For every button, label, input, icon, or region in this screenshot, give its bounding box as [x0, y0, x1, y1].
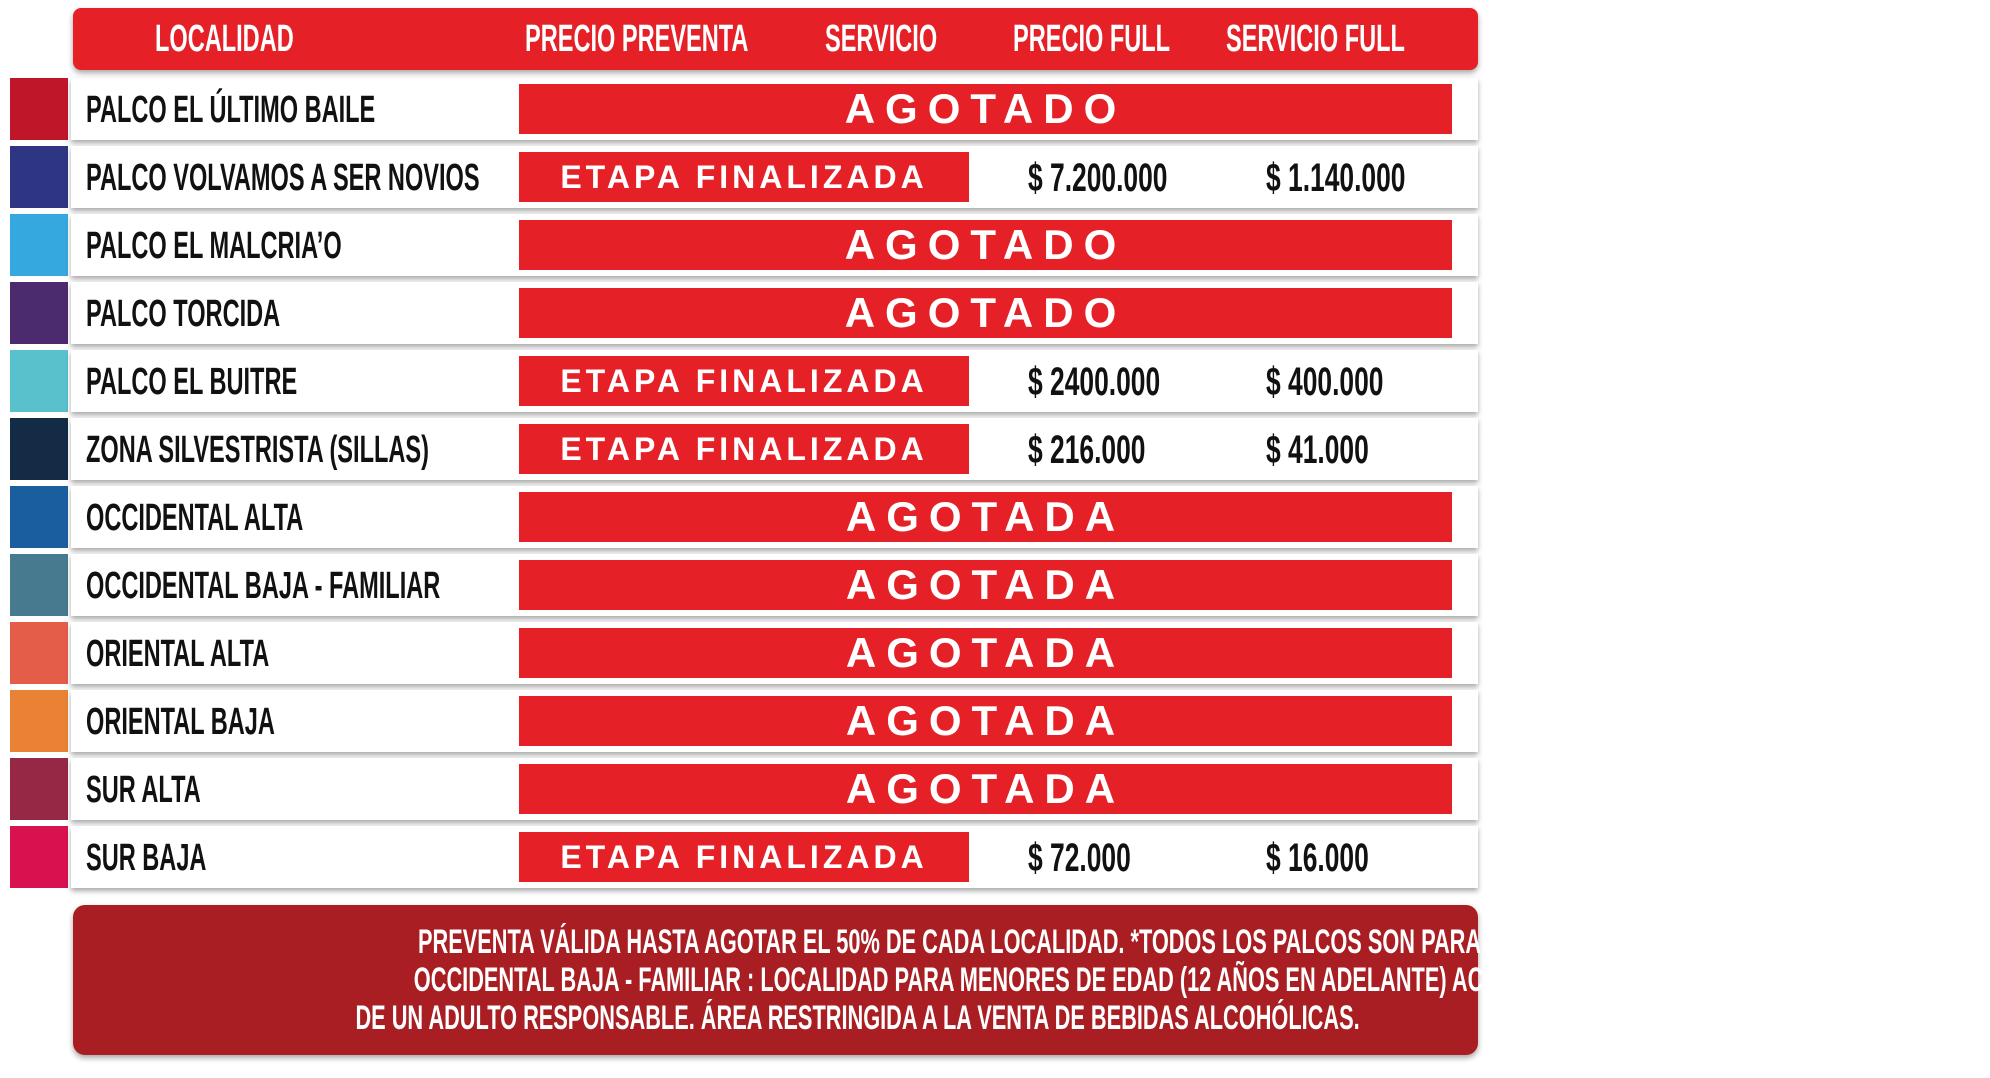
servicio-full-value: $ 41.000 [1266, 428, 1369, 472]
row-color-swatch [10, 350, 68, 412]
note-line-2: OCCIDENTAL BAJA - FAMILIAR : LOCALIDAD PARA MENORES DE EDAD (12 AÑOS EN ADELANTE) ACOMPAÑADOS [413, 961, 1626, 999]
note-line-3: DE UN ADULTO RESPONSABLE. ÁREA RESTRINGIDA A LA VENTA DE BEBIDAS ALCOHÓLICAS. [355, 999, 1360, 1037]
header-servicio: SERVICIO [825, 18, 938, 60]
table-header [73, 8, 1478, 70]
agotado-badge: AGOTADA [519, 492, 1452, 542]
row-localidad-name: OCCIDENTAL BAJA - FAMILIAR [86, 565, 441, 607]
table-row [0, 78, 1501, 140]
row-localidad-name: OCCIDENTAL ALTA [86, 497, 304, 539]
row-localidad-name: PALCO VOLVAMOS A SER NOVIOS [86, 157, 480, 199]
table-row [0, 418, 1501, 480]
table-row [0, 690, 1501, 752]
row-localidad-name: SUR BAJA [86, 837, 207, 879]
agotado-badge: AGOTADA [519, 628, 1452, 678]
row-localidad-name: PALCO EL ÚLTIMO BAILE [86, 89, 376, 131]
row-localidad-name: ORIENTAL BAJA [86, 701, 275, 743]
footer-note [73, 905, 1645, 1055]
precio-full-value: $ 216.000 [1028, 428, 1146, 472]
row-color-swatch [10, 690, 68, 752]
etapa-finalizada-badge: ETAPA FINALIZADA [519, 152, 969, 202]
agotado-badge: AGOTADO [519, 84, 1452, 134]
row-color-swatch [10, 486, 68, 548]
precio-full-value: $ 7.200.000 [1028, 156, 1168, 200]
row-color-swatch [10, 418, 68, 480]
table-row [0, 554, 1501, 616]
row-localidad-name: PALCO TORCIDA [86, 293, 281, 335]
table-row [0, 622, 1501, 684]
header-precio-full: PRECIO FULL [1013, 18, 1171, 60]
row-color-swatch [10, 146, 68, 208]
etapa-finalizada-badge: ETAPA FINALIZADA [519, 832, 969, 882]
table-row [0, 826, 1501, 888]
row-color-swatch [10, 214, 68, 276]
agotado-badge: AGOTADA [519, 560, 1452, 610]
row-localidad-name: ZONA SILVESTRISTA (SILLAS) [86, 429, 429, 471]
row-localidad-name: ORIENTAL ALTA [86, 633, 270, 675]
table-row [0, 350, 1501, 412]
row-localidad-name: PALCO EL MALCRIA’O [86, 225, 342, 267]
precio-full-value: $ 2400.000 [1028, 360, 1161, 404]
row-color-swatch [10, 622, 68, 684]
servicio-full-value: $ 16.000 [1266, 836, 1369, 880]
servicio-full-value: $ 400.000 [1266, 360, 1384, 404]
table-row [0, 486, 1501, 548]
table-row [0, 146, 1501, 208]
etapa-finalizada-badge: ETAPA FINALIZADA [519, 356, 969, 406]
table-row [0, 282, 1501, 344]
servicio-full-value: $ 1.140.000 [1266, 156, 1406, 200]
agotado-badge: AGOTADO [519, 220, 1452, 270]
etapa-finalizada-badge: ETAPA FINALIZADA [519, 424, 969, 474]
row-color-swatch [10, 554, 68, 616]
precio-full-value: $ 72.000 [1028, 836, 1131, 880]
table-row [0, 214, 1501, 276]
table-row [0, 758, 1501, 820]
agotado-badge: AGOTADA [519, 764, 1452, 814]
agotado-badge: AGOTADO [519, 288, 1452, 338]
row-color-swatch [10, 826, 68, 888]
header-servicio-full: SERVICIO FULL [1226, 18, 1405, 60]
row-color-swatch [10, 282, 68, 344]
row-localidad-name: PALCO EL BUITRE [86, 361, 298, 403]
note-line-1: PREVENTA VÁLIDA HASTA AGOTAR EL 50% DE CADA LOCALIDAD. *TODOS LOS PALCOS SON PARA 10 PERSONAS. [418, 923, 1645, 961]
row-color-swatch [10, 758, 68, 820]
agotado-badge: AGOTADA [519, 696, 1452, 746]
row-localidad-name: SUR ALTA [86, 769, 201, 811]
header-localidad: LOCALIDAD [155, 18, 294, 60]
header-precio-preventa: PRECIO PREVENTA [525, 18, 749, 60]
row-color-swatch [10, 78, 68, 140]
